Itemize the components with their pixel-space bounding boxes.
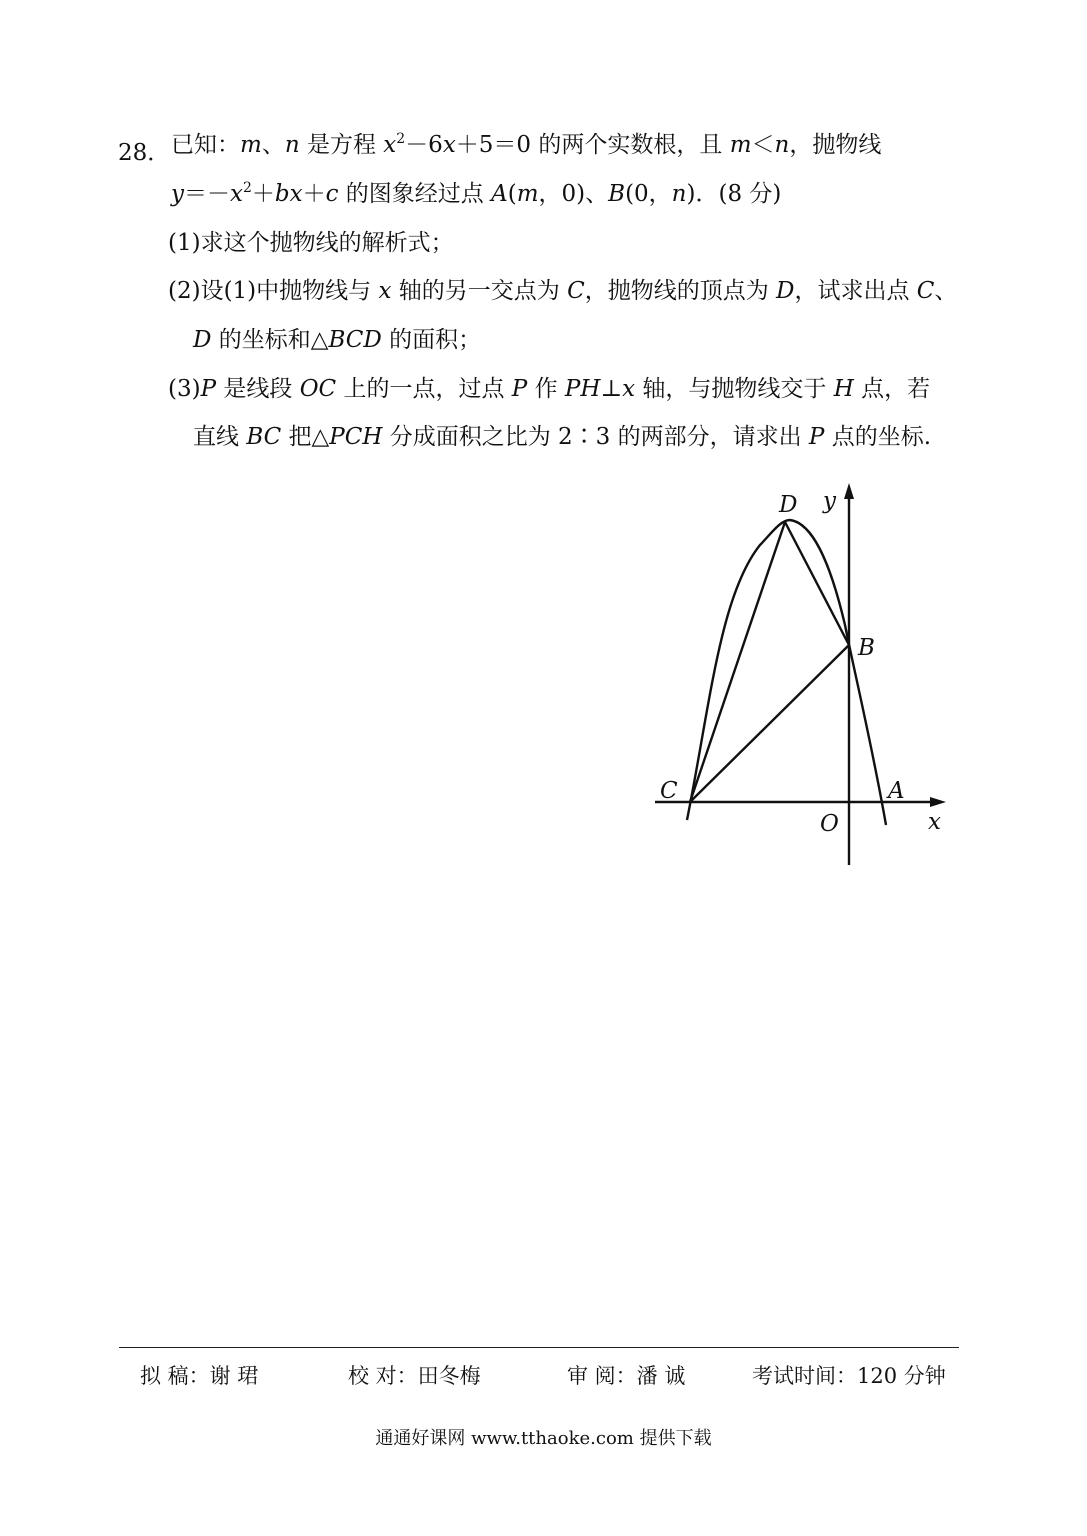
- label-D: D: [779, 492, 798, 518]
- footer-exam-time: 考试时间：120 分钟: [752, 1364, 946, 1388]
- question-number: 28．: [118, 140, 171, 166]
- segment-DB: [785, 522, 849, 645]
- question-part-2-line-2: D 的坐标和△BCD 的面积；: [193, 327, 482, 353]
- label-x: x: [928, 809, 941, 835]
- segment-CD: [690, 522, 785, 802]
- segment-BC: [690, 645, 849, 802]
- y-axis-arrow: [844, 483, 854, 499]
- footer-drafter: 拟 稿：谢 珺: [140, 1364, 259, 1388]
- parabola-figure: [640, 475, 960, 875]
- question-part-3-line-2: 直线 BC 把△PCH 分成面积之比为 2∶3 的两部分，请求出 P 点的坐标.: [193, 424, 932, 450]
- label-y: y: [823, 488, 836, 514]
- label-O: O: [820, 811, 839, 837]
- question-part-1: (1)求这个抛物线的解析式；: [168, 230, 454, 256]
- label-A: A: [888, 778, 905, 804]
- label-C: C: [660, 778, 678, 804]
- site-note: 通通好课网 www.tthaoke.com 提供下载: [375, 1428, 712, 1449]
- parabola-curve: [687, 520, 886, 825]
- footer-reviewer: 审 阅：潘 诚: [567, 1364, 686, 1388]
- label-B: B: [858, 635, 875, 661]
- question-part-3-line-1: (3)P 是线段 OC 上的一点，过点 P 作 PH⊥x 轴，与抛物线交于 H 点，若: [168, 376, 931, 402]
- footer-rule: [119, 1347, 959, 1348]
- x-axis-arrow: [930, 797, 946, 807]
- question-part-2-line-1: (2)设(1)中抛物线与 x 轴的另一交点为 C，抛物线的顶点为 D，试求出点 C、: [168, 278, 958, 304]
- question-line-1: 已知：m、n 是方程 $x^2-6x+5=0$ 的两个实数根，且 m＜n，抛物线: [171, 131, 882, 158]
- footer-proofreader: 校 对：田冬梅: [348, 1364, 481, 1388]
- question-line-2: $y=-x^2+bx+c$ 的图象经过点 A(m，0)、B(0，n)．(8 分): [171, 180, 782, 207]
